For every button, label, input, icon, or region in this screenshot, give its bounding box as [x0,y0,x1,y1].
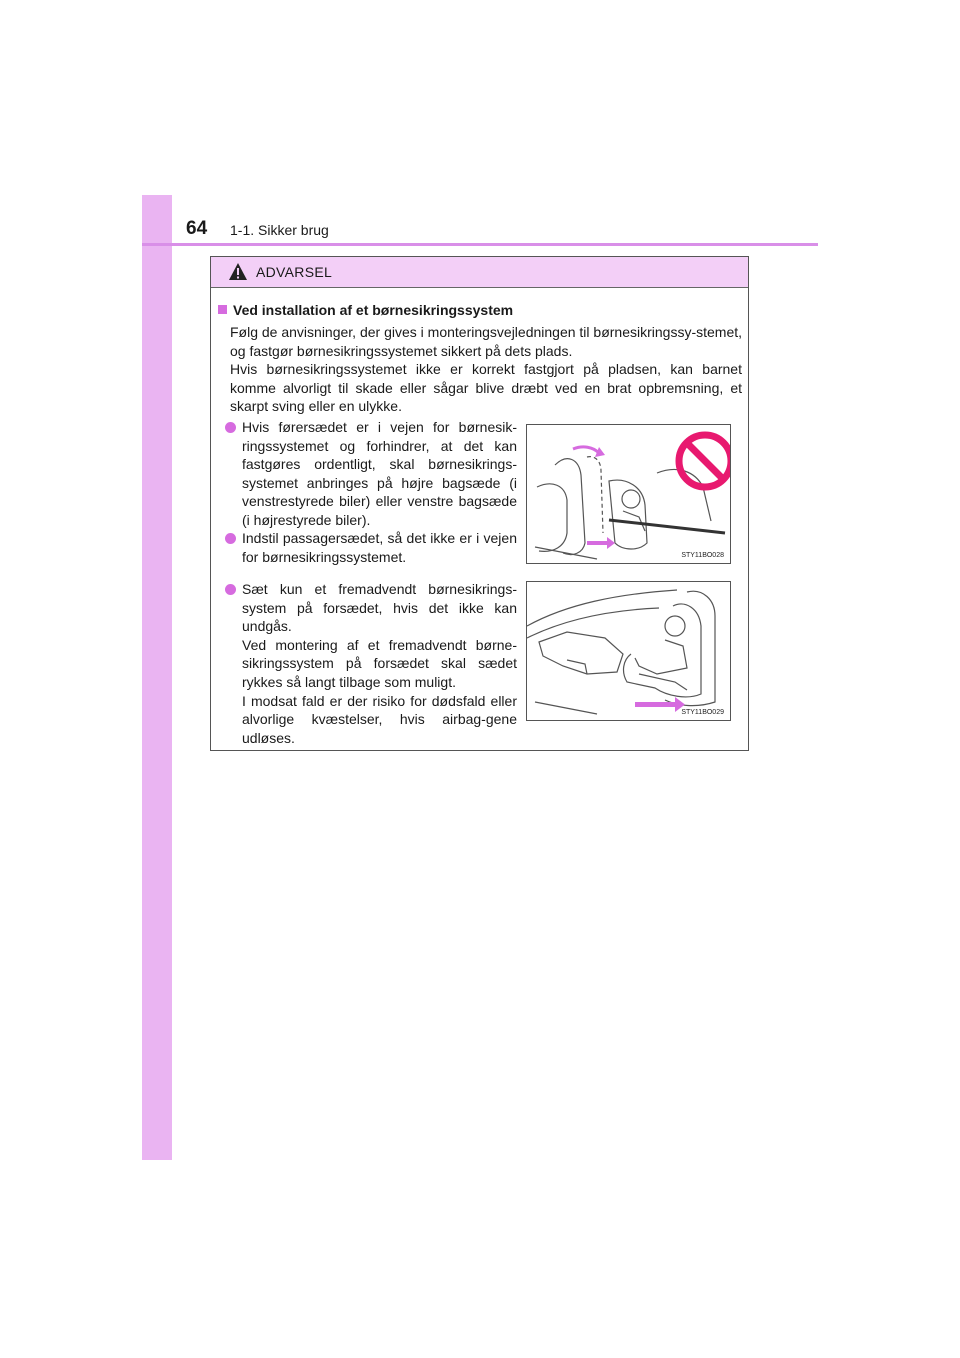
page-number: 64 [186,218,208,239]
forward-facing-seat-drawing [527,582,730,720]
round-bullet-icon [225,584,236,595]
section-title: 1-1. Sikker brug [230,222,329,238]
intro-paragraph: Hvis børnesikringssystemet ikke er korrekt fastgjort på pladsen, kan barnet komme alvorligt til skade eller sågar blive dræbt ved en brat opbremsning, et skarpt sving eller en ulykke. [230,361,742,415]
bullet-text: Ved montering af et fremadvendt børne-sikringssystem på forsædet skal sædet rykkes så langt tilbage som muligt. [242,636,517,690]
side-tab [142,195,172,1160]
intro-paragraph: Følg de anvisninger, der gives i monteringsvejledningen til børnesikringssy-stemet, og fastgør børnesikringssystemet sikkert på dets plads. [230,324,743,359]
warning-topic [218,302,738,318]
bullet-item [225,529,517,566]
illustration-forward-facing-seat [526,581,731,721]
arrow-icon [607,537,615,549]
bullet-text: Indstil passagersædet, så det ikke er i vejen for børnesikringssystemet. [242,530,517,565]
bullet-item [225,580,517,747]
square-bullet-icon [218,305,227,314]
illustration-seat-interference [526,424,731,564]
arrow-icon [587,541,607,545]
bullet-text: Hvis førersædet er i vejen for børnesik-ringssystemet og forhindrer, at det kan fastgøres ordentligt, skal børnesikrings-systemet anbringes på højre bagsæde (i venstrestyrede biler) eller venstre bagsæde (i højrestyrede biler). [242,419,517,528]
arrow-icon [573,447,599,453]
bullet-item [225,418,517,530]
header-rule [142,243,818,246]
seat-interference-drawing [527,425,730,563]
prohibition-icon [679,435,730,487]
round-bullet-icon [225,422,236,433]
warning-label: ADVARSEL [256,264,333,280]
round-bullet-icon [225,533,236,544]
figure-code: STY11BO028 [681,552,724,559]
bullet-text: I modsat fald er der risiko for dødsfald eller alvorlige kvæstelser, hvis airbag-gene udløses. [242,692,517,746]
warning-header [211,257,748,288]
warning-topic-text: Ved installation af et børnesikringssystem [233,302,514,318]
warning-triangle-icon [228,262,248,281]
figure-code: STY11BO029 [681,709,724,716]
warning-box [210,256,749,751]
warning-intro [230,323,742,416]
bullet-text: Sæt kun et fremadvendt børnesikrings-system på forsædet, hvis det ikke kan undgås. [242,581,517,635]
arrow-icon [635,702,675,707]
